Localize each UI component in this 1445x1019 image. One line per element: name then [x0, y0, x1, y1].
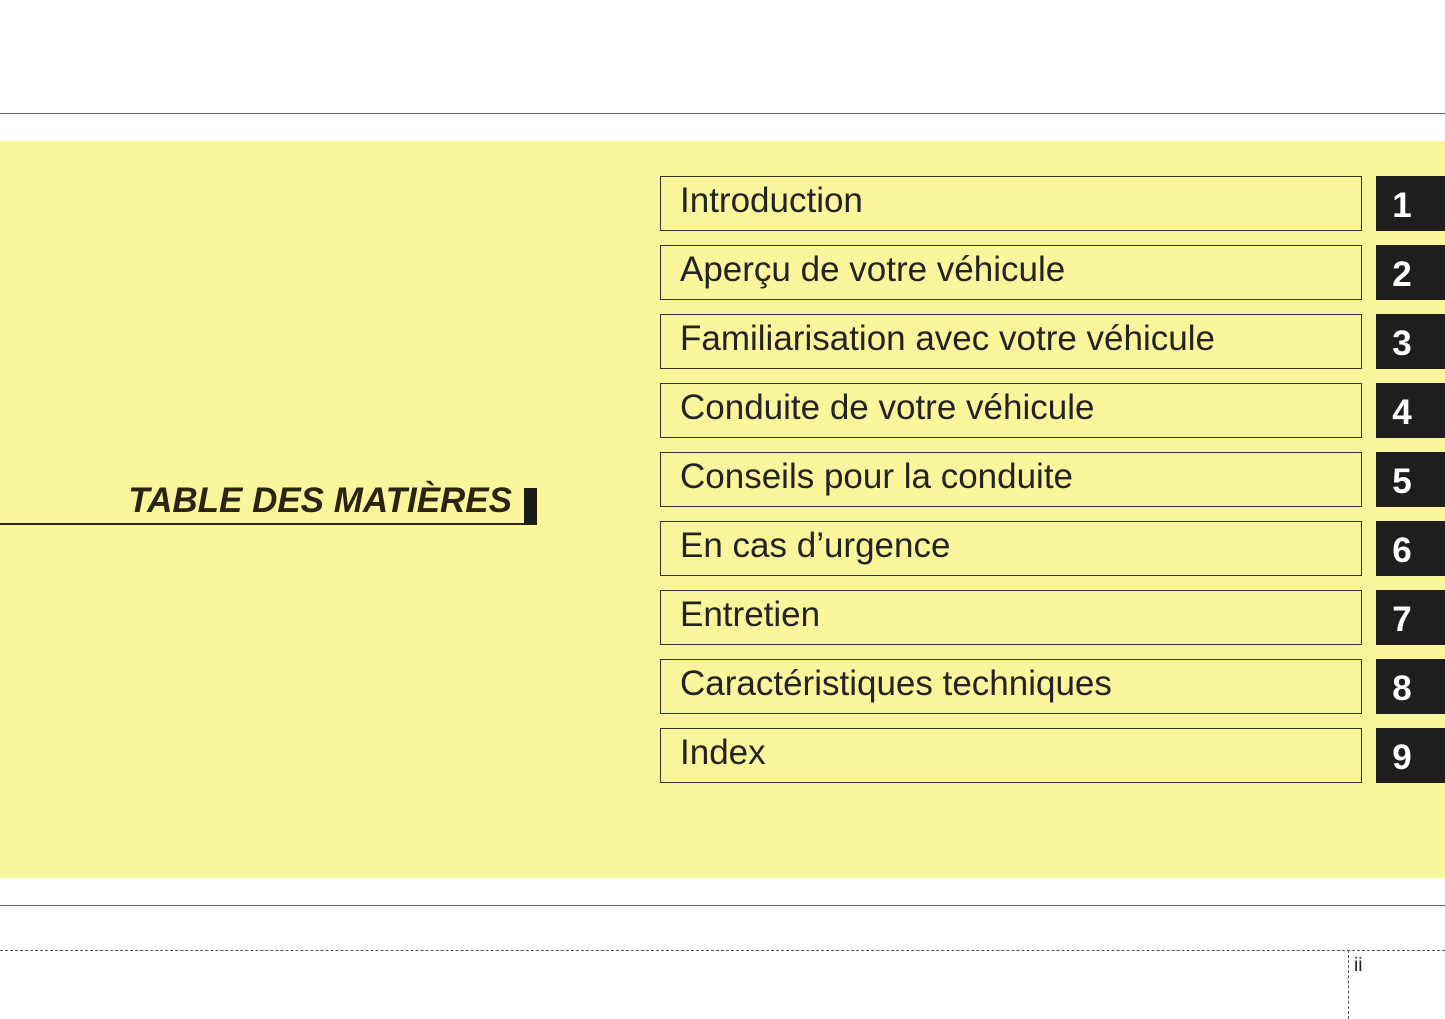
chapter-number: 4 — [1392, 393, 1412, 432]
bottom-rule — [0, 905, 1445, 906]
toc-entry-label: Familiarisation avec votre véhicule — [680, 319, 1215, 358]
toc-entry-7[interactable] — [660, 590, 1445, 645]
chapter-number: 5 — [1392, 462, 1412, 501]
toc-entry-box[interactable] — [660, 728, 1362, 783]
chapter-number: 8 — [1392, 669, 1412, 708]
top-rule — [0, 113, 1445, 114]
chapter-number: 9 — [1392, 738, 1412, 777]
toc-entry-9[interactable] — [660, 728, 1445, 783]
chapter-number: 7 — [1392, 600, 1412, 639]
toc-entry-label: Entretien — [680, 595, 821, 634]
chapter-number: 2 — [1392, 255, 1412, 294]
chapter-tab[interactable] — [1376, 452, 1445, 507]
toc-entry-box[interactable] — [660, 452, 1362, 507]
cut-line-vertical — [1348, 950, 1349, 1019]
toc-entry-5[interactable] — [660, 452, 1445, 507]
chapter-number: 6 — [1392, 531, 1412, 570]
toc-entry-1[interactable] — [660, 176, 1445, 231]
chapter-tab[interactable] — [1376, 314, 1445, 369]
toc-entry-box[interactable] — [660, 521, 1362, 576]
toc-entry-box[interactable] — [660, 245, 1362, 300]
toc-entry-6[interactable] — [660, 521, 1445, 576]
toc-entry-label: Caractéristiques techniques — [680, 664, 1112, 703]
chapter-tab[interactable] — [1376, 659, 1445, 714]
toc-list — [660, 176, 1445, 797]
toc-entry-box[interactable] — [660, 590, 1362, 645]
toc-entry-label: Aperçu de votre véhicule — [680, 250, 1066, 289]
toc-title: TABLE DES MATIÈRES — [128, 481, 512, 520]
toc-entry-4[interactable] — [660, 383, 1445, 438]
chapter-number: 1 — [1392, 186, 1412, 225]
chapter-tab[interactable] — [1376, 728, 1445, 783]
chapter-tab[interactable] — [1376, 590, 1445, 645]
chapter-tab[interactable] — [1376, 521, 1445, 576]
toc-entry-label: Conseils pour la conduite — [680, 457, 1074, 496]
chapter-tab[interactable] — [1376, 245, 1445, 300]
toc-entry-label: Index — [680, 733, 766, 772]
toc-entry-8[interactable] — [660, 659, 1445, 714]
toc-entry-label: Introduction — [680, 181, 863, 220]
title-underline — [0, 523, 537, 525]
page-number: ii — [1354, 955, 1363, 976]
toc-entry-label: En cas d’urgence — [680, 526, 951, 565]
toc-entry-box[interactable] — [660, 314, 1362, 369]
cut-line-horizontal — [0, 950, 1445, 951]
toc-entry-label: Conduite de votre véhicule — [680, 388, 1095, 427]
chapter-tab[interactable] — [1376, 176, 1445, 231]
title-marker — [524, 488, 537, 525]
chapter-number: 3 — [1392, 324, 1412, 363]
toc-entry-box[interactable] — [660, 176, 1362, 231]
toc-entry-box[interactable] — [660, 659, 1362, 714]
toc-entry-box[interactable] — [660, 383, 1362, 438]
toc-entry-3[interactable] — [660, 314, 1445, 369]
toc-title-block — [0, 480, 537, 526]
chapter-tab[interactable] — [1376, 383, 1445, 438]
toc-entry-2[interactable] — [660, 245, 1445, 300]
